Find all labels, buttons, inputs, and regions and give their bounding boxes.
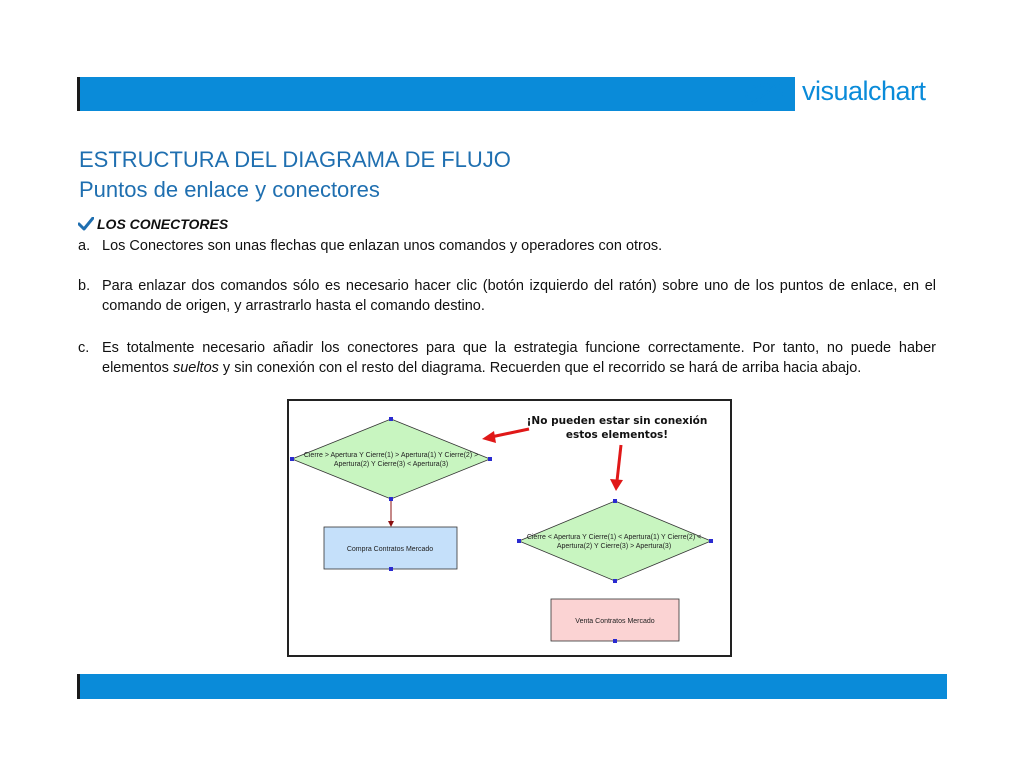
anchor-point[interactable]	[613, 499, 617, 503]
list-item-text	[102, 338, 936, 378]
anchor-point[interactable]	[613, 639, 617, 643]
right-condition-text-2: Apertura(2) Y Cierre(3) > Apertura(3)	[556, 543, 672, 550]
flowchart-canvas	[289, 401, 730, 655]
list-marker: b.	[78, 278, 91, 294]
list-marker: a.	[78, 238, 91, 254]
anchor-point[interactable]	[709, 539, 713, 543]
list-item-text: Para enlazar dos comandos sólo es necesario hacer clic (botón izquierdo del ratón) sobre uno de los puntos de enlace, en el comando de origen, y arrastrarlo hasta el comando destino.	[102, 278, 936, 314]
anchor-point[interactable]	[389, 567, 393, 571]
buy-action-text: Compra Contratos Mercado	[346, 546, 434, 553]
list-item-text: Los Conectores son unas flechas que enlazan unos comandos y operadores con otros.	[102, 238, 663, 254]
list-item-text-part: Es totalmente necesario añadir los conectores para que la estrategia funcione correctamente. Por tanto, no puede haber elementos	[102, 340, 936, 376]
warning-note-line2: estos elementos!	[565, 429, 669, 441]
header-bar-accent	[77, 77, 80, 111]
sell-action-text: Venta Contratos Mercado	[575, 618, 655, 625]
brand-name: visualchart	[802, 76, 926, 106]
warning-arrowhead-down	[610, 479, 623, 491]
right-condition-text-1: Cierre < Apertura Y Cierre(1) < Apertura(1) Y Cierre(2) <	[526, 534, 702, 541]
anchor-point[interactable]	[290, 457, 294, 461]
anchor-point[interactable]	[517, 539, 521, 543]
anchor-point[interactable]	[613, 579, 617, 583]
footer-bar	[77, 674, 947, 699]
section-heading-text: LOS CONECTORES	[97, 216, 229, 232]
left-condition-text-1: Cierre > Apertura Y Cierre(1) > Apertura(1) Y Cierre(2) >	[303, 452, 479, 459]
checkmark-icon	[78, 217, 94, 231]
connector-arrowhead	[388, 521, 394, 527]
warning-arrow-left	[491, 429, 529, 437]
warning-note-line1: ¡No pueden estar sin conexión	[526, 415, 708, 427]
page-title: ESTRUCTURA DEL DIAGRAMA DE FLUJO	[79, 147, 511, 172]
section-heading	[78, 216, 228, 232]
list-marker: c.	[78, 340, 90, 356]
list-item-b	[78, 276, 936, 316]
left-condition-text-2: Apertura(2) Y Cierre(3) < Apertura(3)	[333, 461, 449, 468]
anchor-point[interactable]	[488, 457, 492, 461]
warning-arrow-down	[617, 445, 621, 481]
flowchart-figure	[287, 399, 732, 657]
list-item-a	[78, 236, 936, 256]
list-item-text-part: y sin conexión con el resto del diagrama. Recuerden que el recorrido se hará de arriba hacia abajo.	[218, 360, 862, 376]
right-condition-diamond	[519, 501, 711, 581]
anchor-point[interactable]	[389, 417, 393, 421]
visualchart-logo-icon	[743, 78, 793, 108]
warning-arrowhead-left	[482, 431, 496, 443]
page-subtitle: Puntos de enlace y conectores	[79, 177, 380, 202]
left-condition-diamond	[292, 419, 490, 499]
list-item-c	[78, 338, 936, 378]
emphasis-word: sueltos	[172, 360, 219, 376]
footer-bar-accent	[77, 674, 80, 699]
anchor-point[interactable]	[389, 497, 393, 501]
